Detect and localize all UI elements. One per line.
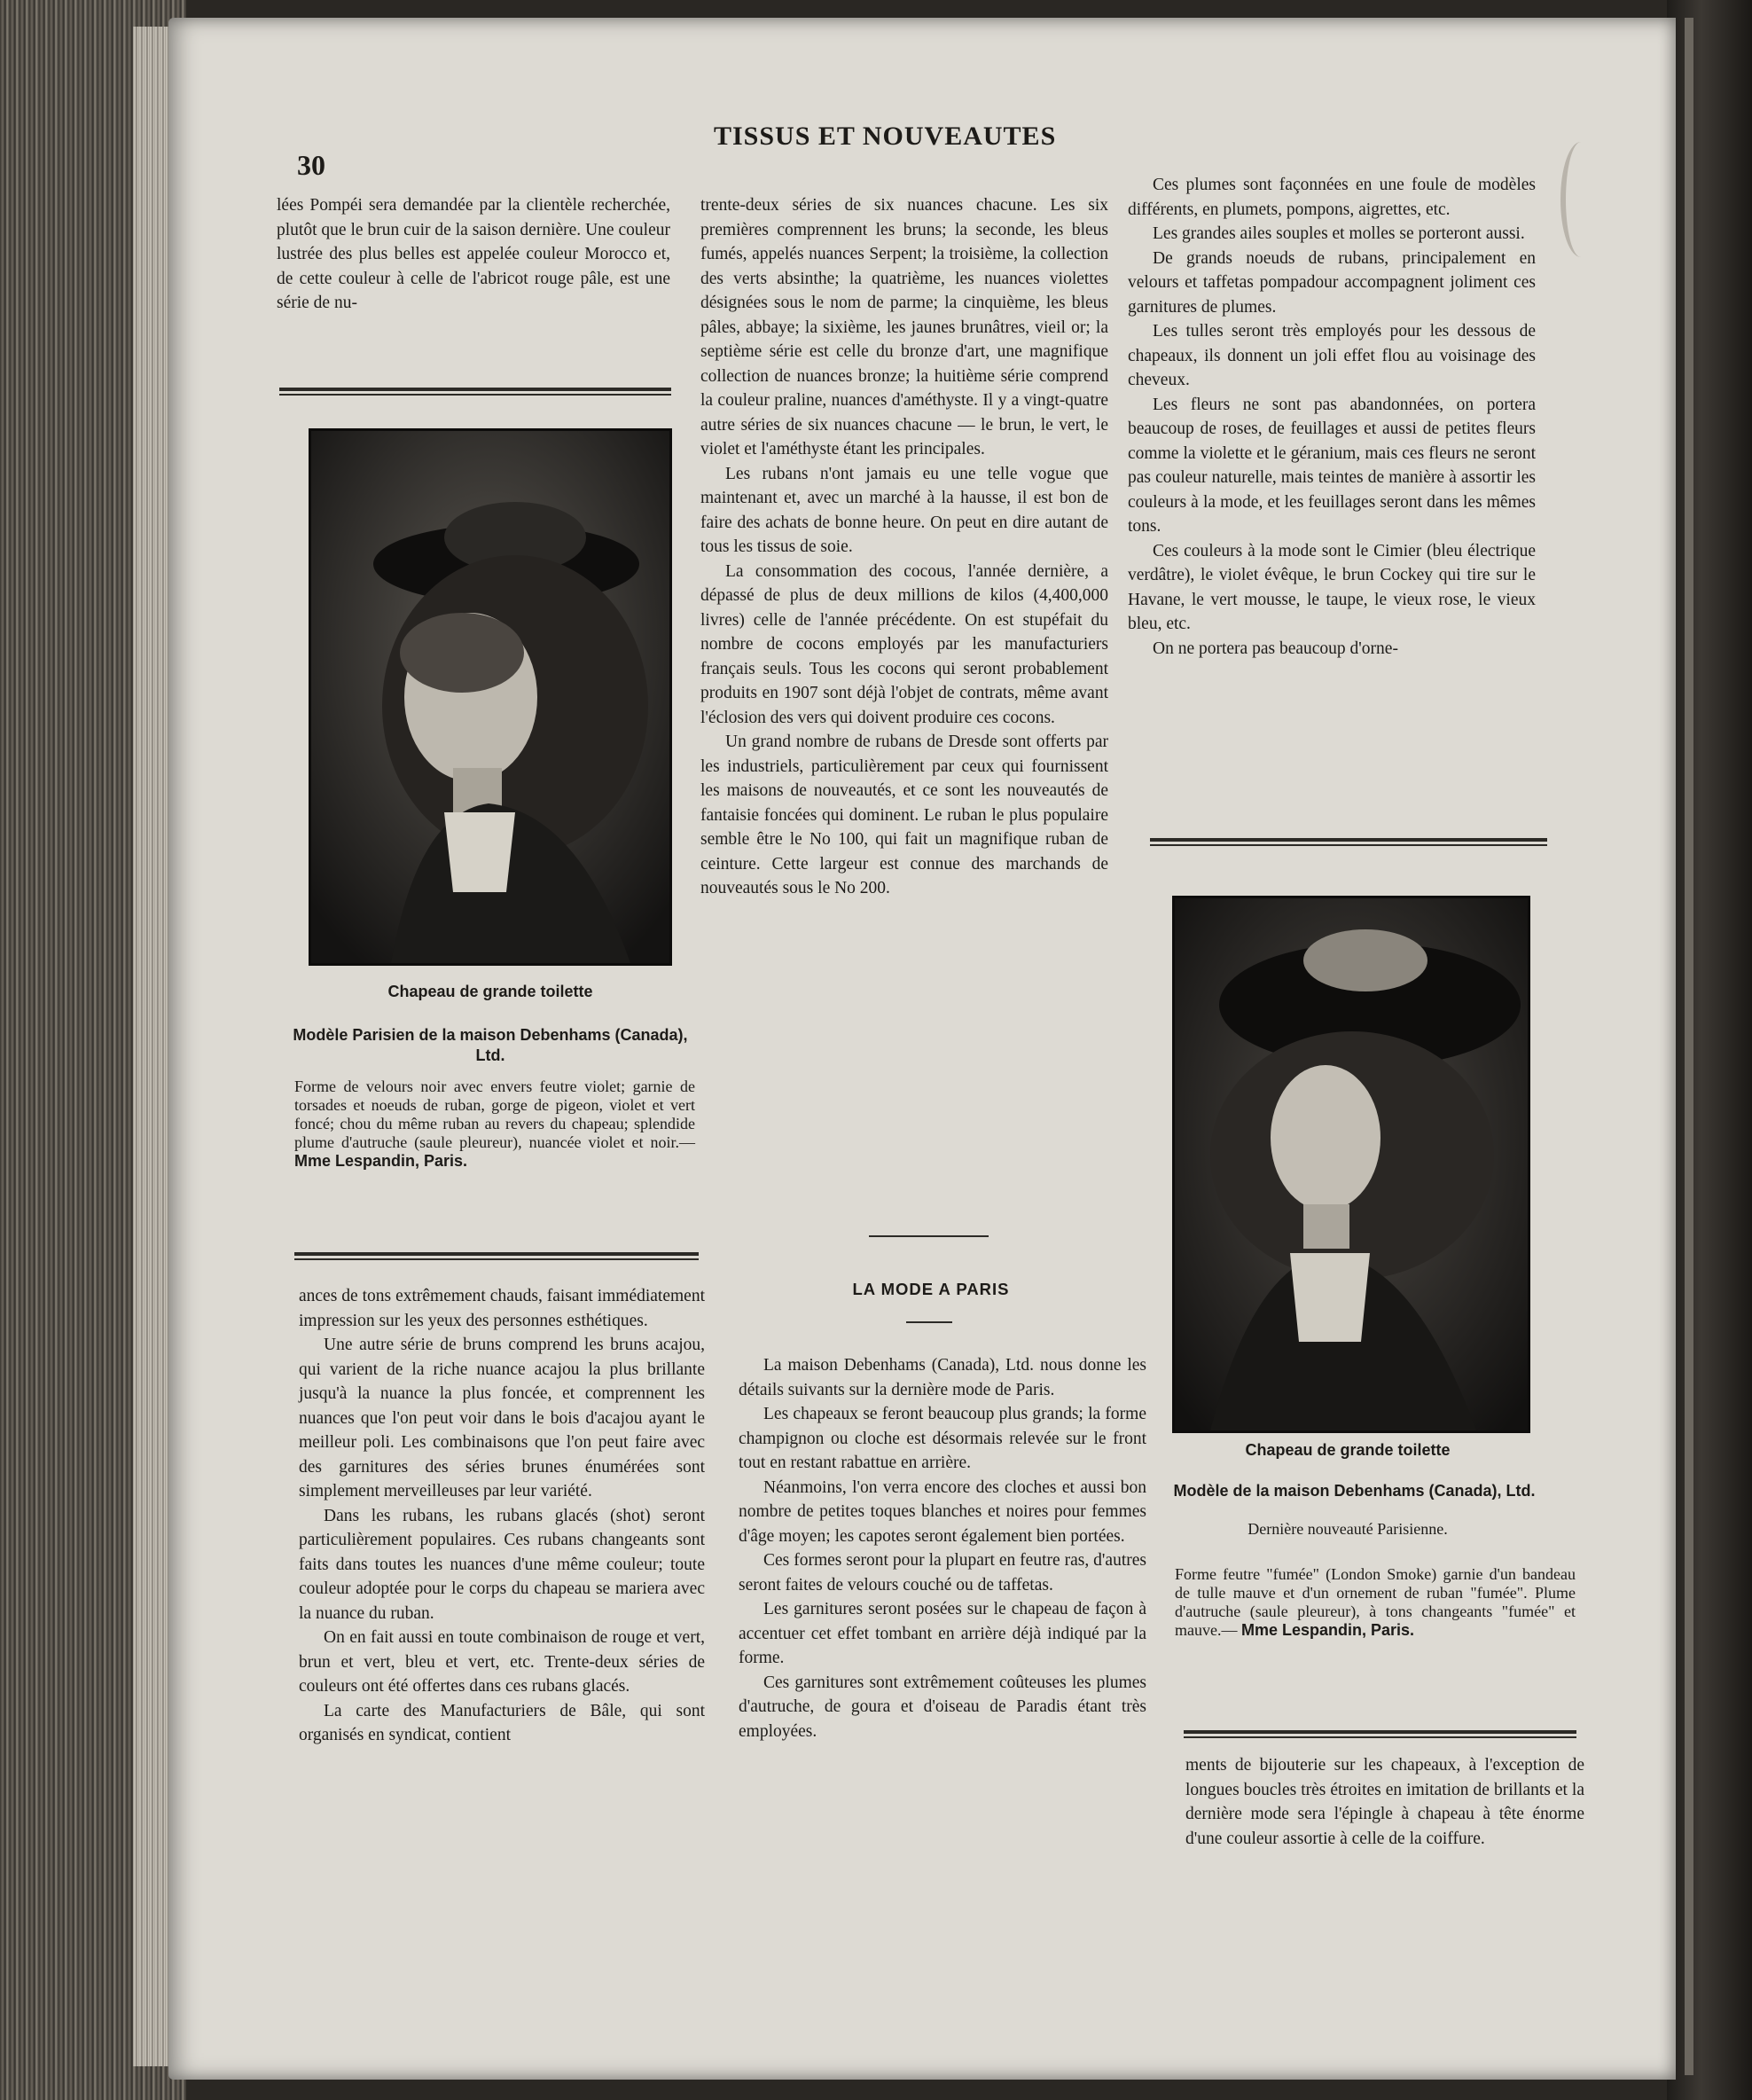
woman-portrait-image-2 bbox=[1175, 898, 1528, 1430]
col1-paragraph: La carte des Manufacturiers de Bâle, qui sont organisés en syndicat, contient bbox=[299, 1701, 705, 1744]
page-number: 30 bbox=[297, 149, 325, 181]
col3-bottom-paragraph: ments de bijouterie sur les chapeaux, à l'exception de longues boucles très étroites en imitation de brillants et la dernière mode sera l'épingle à chapeau à tête énorme d'une couleur assortie à celle de la coiffure. bbox=[1185, 1756, 1584, 1848]
col3-paragraph: Ces plumes sont façonnées en une foule de modèles différents, en plumets, pompons, aigrettes, etc. bbox=[1128, 176, 1536, 219]
figure1-caption-subtitle: Modèle Parisien de la maison Debenhams (Canada), Ltd. bbox=[293, 1026, 688, 1064]
col2-paragraph: Un grand nombre de rubans de Dresde sont offerts par les industriels, particulièrement par ceux qui fournissent les maisons de nouveautés, et ce sont les nouveautés de fantaisie foncées qui dominent. Le ruban le plus populaire semble être le No 100, qui fait un magnifique ruban de ceinture. Cette largeur est connue des marchands de nouveautés sous le No 200. bbox=[700, 733, 1108, 897]
torn-page-mark bbox=[1560, 142, 1601, 257]
section-paragraph: Les garnitures seront posées sur le chapeau de façon à accentuer cet effet tombant en arrière déjà indiqué par la forme. bbox=[739, 1600, 1146, 1667]
section-paragraph: Néanmoins, l'on verra encore des cloches et aussi bon nombre de petites toques blanches et noires pour femmes d'âge moyen; les capotes seront également bien portées. bbox=[739, 1477, 1146, 1546]
section-paragraph: La maison Debenhams (Canada), Ltd. nous donne les détails suivants sur la dernière mode de Paris. bbox=[739, 1356, 1146, 1399]
col3-paragraph: Les fleurs ne sont pas abandonnées, on portera beaucoup de roses, de feuillages et aussi de petites fleurs comme la violette et le géranium, mais ces fleurs ne seront pas couleur naturelle, mais teintes de manière à assortir les couleurs à la mode, et les feuillages seront dans les mêmes tons. bbox=[1128, 395, 1536, 536]
col1-bottom-text bbox=[299, 1284, 705, 1748]
col2-paragraph: trente-deux séries de six nuances chacune. Les six premières comprennent les bruns; la seconde, les bleus fumés, appelés nuances Serpent; la troisième, la collection des verts absinthe; la quatrième, les nuances violettes désignées sous le nom de parme; la cinquième, les bleus pâles, abbaye; la sixième, les jaunes brunâtres, vieil or; la septième série est celle du bronze d'art, une magnifique collection de nuances bronze; la huitième série comprend la couleur praline, nuances d'améthyste. Il y a vingt-quatre autre séries de six nuances chacune — le brun, le vert, le violet et l'améthyste étant les principales. bbox=[700, 196, 1108, 458]
section-text bbox=[739, 1353, 1146, 1743]
col3-paragraph: Les grandes ailes souples et molles se porteront aussi. bbox=[1153, 224, 1525, 243]
opposite-page-edge bbox=[1685, 18, 1693, 2075]
figure2-signature: Mme Lespandin, Paris. bbox=[1240, 1621, 1415, 1639]
figure2-caption-subtitle: Modèle de la maison Debenhams (Canada), Ltd. bbox=[1173, 1482, 1536, 1500]
col1-paragraph: Une autre série de bruns comprend les bruns acajou, qui varient de la riche nuance acajou la plus brillante jusqu'à la nuance la plus foncée, et comprennent les nuances que l'on peut voir dans le bois d'acajou ayant le meilleur poli. Les combinaisons que l'on peut faire avec des garnitures des séries brunes énumérées sont simplement merveilleuses par leur variété. bbox=[299, 1336, 705, 1501]
woman-portrait-image-1 bbox=[311, 431, 669, 963]
col1-paragraph: On en fait aussi en toute combinaison de rouge et vert, brun et vert, bleu et vert, etc. Trente-deux séries de couleurs ont été offertes dans ces rubans glacés. bbox=[299, 1628, 705, 1696]
col3-top-text bbox=[1128, 173, 1536, 661]
col1-top-paragraph: lées Pompéi sera demandée par la clientèle recherchée, plutôt que le brun cuir de la saison dernière. Une couleur lustrée des plus belles est appelée couleur Morocco et, de cette couleur à celle de l'abricot rouge pâle, est une série de nu- bbox=[277, 196, 670, 312]
col2-paragraph: Les rubans n'ont jamais eu une telle vogue que maintenant et, avec un marché à la hausse, il est bon de faire des achats de bonne heure. On peut en dire autant de tous les tissus de soie. bbox=[700, 464, 1108, 556]
figure1-caption-title: Chapeau de grande toilette bbox=[387, 983, 593, 1000]
col3-bottom-text bbox=[1185, 1753, 1584, 1851]
hat-photo-2 bbox=[1172, 896, 1530, 1433]
col1-top-text bbox=[277, 193, 670, 316]
figure2-description-text: Forme feutre "fumée" (London Smoke) garnie d'un bandeau de tulle mauve et d'un ornement de ruban "fumée". Plume d'autruche (saule pleureur), à tons changeants "fumée" et mauve.— bbox=[1175, 1565, 1576, 1639]
section-paragraph: Ces formes seront pour la plupart en feutre ras, d'autres seront faites de velours couché ou de taffetas. bbox=[739, 1551, 1146, 1595]
col3-paragraph: Les tulles seront très employés pour les dessous de chapeaux, ils donnent un joli effet flou au voisinage des cheveux. bbox=[1128, 322, 1536, 389]
column-rule bbox=[279, 388, 671, 391]
column-rule bbox=[1150, 838, 1547, 842]
col3-paragraph: Ces couleurs à la mode sont le Cimier (bleu électrique verdâtre), le violet évêque, le brun Cockey qui tire sur le Havane, le vert mousse, le taupe, le vieux rose, le vieux bleu, etc. bbox=[1128, 541, 1536, 633]
figure2-caption-title: Chapeau de grande toilette bbox=[1245, 1441, 1451, 1459]
hat-photo-1 bbox=[309, 428, 672, 966]
figure1-description bbox=[294, 1077, 695, 1171]
column-rule bbox=[1184, 1730, 1576, 1734]
column-rule bbox=[294, 1252, 699, 1256]
book-cover-right bbox=[1667, 0, 1752, 2100]
figure2-description bbox=[1175, 1565, 1576, 1640]
heading-underline bbox=[906, 1321, 952, 1323]
col3-paragraph: De grands noeuds de rubans, principalement en velours et taffetas pompadour accompagnent joliment ces garnitures de plumes. bbox=[1128, 248, 1536, 317]
col1-paragraph: Dans les rubans, les rubans glacés (shot) seront particulièrement populaires. Ces rubans changeants sont faits dans toutes les nuances d'une même couleur; toute couleur adoptée pour le corps du chapeau se mariera avec la nuance du ruban. bbox=[299, 1506, 705, 1623]
figure1-signature: Mme Lespandin, Paris. bbox=[294, 1152, 468, 1170]
running-title: TISSUS ET NOUVEAUTES bbox=[714, 121, 1057, 151]
col2-top-text bbox=[700, 193, 1108, 901]
col2-paragraph: La consommation des cocous, l'année dernière, a dépassé de plus de deux millions de kilos (4,400,000 livres) celle de l'année précédente. On est stupéfait du nombre de cocons employés par les manufacturiers français seuls. Tous les cocons qui seront probablement produits en 1907 sont déjà l'objet de contrats, même avant l'éclosion des vers qui doivent produire ces cocons. bbox=[700, 561, 1108, 727]
col1-paragraph: ances de tons extrêmement chauds, faisant immédiatement impression sur les yeux des personnes esthétiques. bbox=[299, 1287, 705, 1330]
section-heading: LA MODE A PARIS bbox=[852, 1280, 1010, 1298]
section-paragraph: Ces garnitures sont extrêmement coûteuses les plumes d'autruche, de goura et d'oiseau de Paradis étant très employées. bbox=[739, 1673, 1146, 1741]
section-divider bbox=[869, 1235, 989, 1237]
figure2-note: Dernière nouveauté Parisienne. bbox=[1248, 1520, 1448, 1538]
figure1-description-text: Forme de velours noir avec envers feutre violet; garnie de torsades et noeuds de ruban, gorge de pigeon, violet et vert foncé; chou du même ruban au revers du chapeau; splendide plume d'autruche (saule pleureur), nuancée violet et noir.— bbox=[294, 1077, 695, 1151]
section-paragraph: Les chapeaux se feront beaucoup plus grands; la forme champignon ou cloche est désormais relevée sur le front tout en restant rabattue en arrière. bbox=[739, 1405, 1146, 1472]
col3-paragraph: On ne portera pas beaucoup d'orne- bbox=[1153, 639, 1398, 658]
